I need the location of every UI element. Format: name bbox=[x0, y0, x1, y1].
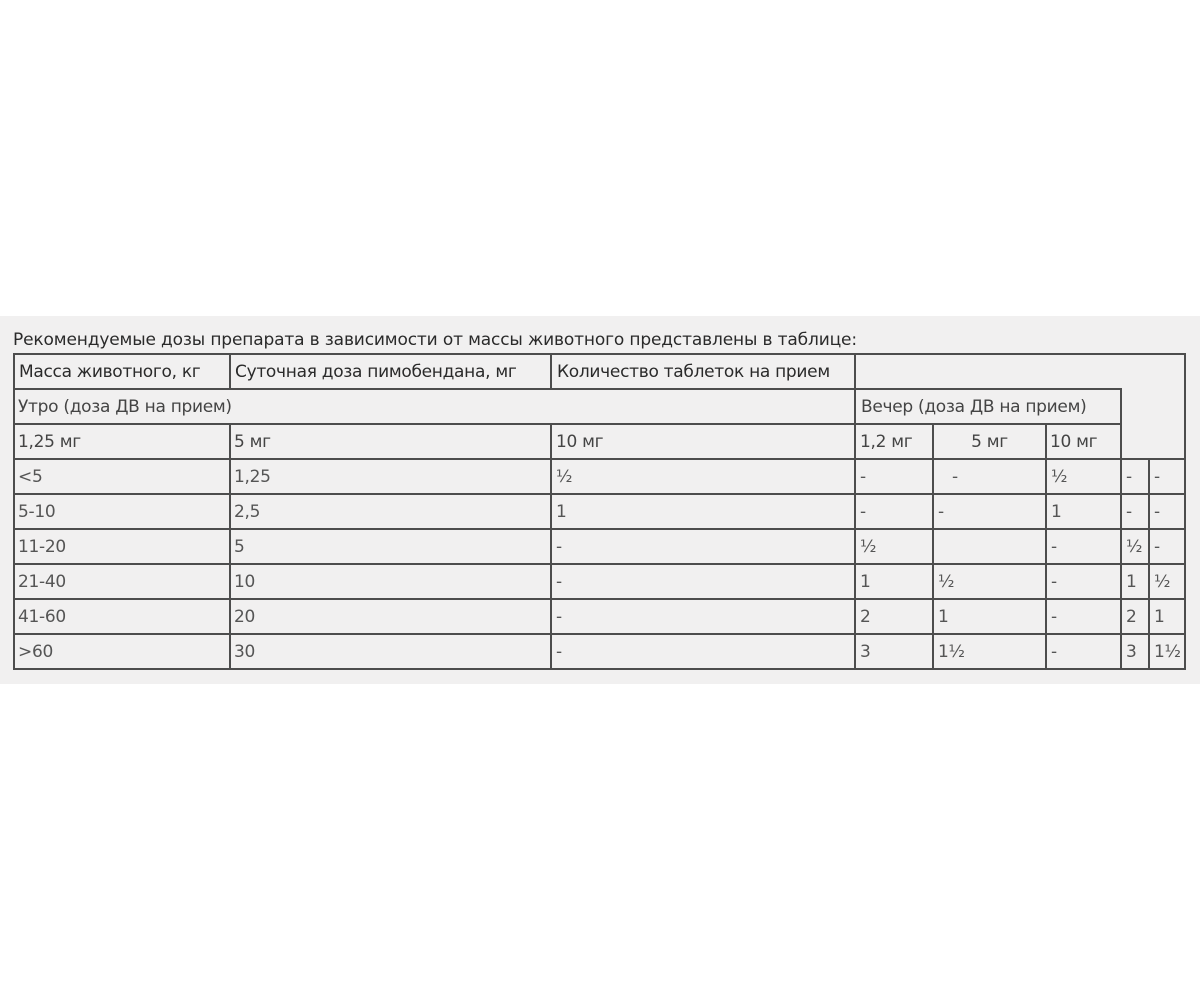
table-cell: ½ bbox=[1051, 466, 1068, 487]
table-border-left bbox=[13, 353, 15, 670]
header-mass: Масса животного, кг bbox=[19, 361, 201, 382]
table-divider bbox=[854, 388, 856, 670]
table-cell: ½ bbox=[860, 536, 877, 557]
table-cell: - bbox=[860, 466, 866, 487]
table-cell: 11-20 bbox=[18, 536, 66, 557]
table-divider bbox=[550, 353, 552, 390]
group-morning: Утро (доза ДВ на прием) bbox=[18, 396, 232, 417]
table-cell: 3 bbox=[860, 641, 871, 662]
table-cell: 1 bbox=[1126, 571, 1137, 592]
table-divider bbox=[1120, 423, 1122, 670]
table-cell: 1½ bbox=[938, 641, 965, 662]
table-cell: >60 bbox=[18, 641, 53, 662]
table-cell: 2 bbox=[1126, 606, 1137, 627]
header-tablets: Количество таблеток на прием bbox=[557, 361, 830, 382]
table-divider bbox=[1120, 388, 1122, 425]
table-rule bbox=[13, 458, 1186, 460]
table-cell: - bbox=[1051, 641, 1057, 662]
subheader-cell: 10 мг bbox=[1050, 431, 1098, 452]
table-cell: 2 bbox=[860, 606, 871, 627]
table-divider bbox=[229, 353, 231, 390]
table-divider bbox=[1148, 458, 1150, 670]
table-divider bbox=[550, 423, 552, 670]
table-border-bottom bbox=[13, 668, 1186, 670]
table-rule bbox=[13, 563, 1186, 565]
table-divider bbox=[932, 423, 934, 670]
table-rule bbox=[13, 528, 1186, 530]
table-cell: 41-60 bbox=[18, 606, 66, 627]
table-cell: 1,25 bbox=[234, 466, 271, 487]
table-cell: 21-40 bbox=[18, 571, 66, 592]
table-cell: - bbox=[1154, 501, 1160, 522]
table-border-right bbox=[1184, 353, 1186, 670]
table-rule bbox=[13, 598, 1186, 600]
table-cell: ½ bbox=[1126, 536, 1143, 557]
group-evening: Вечер (доза ДВ на прием) bbox=[861, 396, 1087, 417]
table-cell: - bbox=[1051, 606, 1057, 627]
table-cell: - bbox=[860, 501, 866, 522]
table-cell: - bbox=[1154, 466, 1160, 487]
table-caption: Рекомендуемые дозы препарата в зависимости от массы животного представлены в таблице: bbox=[13, 330, 857, 350]
table-divider bbox=[229, 423, 231, 670]
table-cell: ½ bbox=[556, 466, 573, 487]
table-cell: 1 bbox=[1154, 606, 1165, 627]
table-cell: - bbox=[556, 571, 562, 592]
table-cell: - bbox=[1126, 501, 1132, 522]
table-cell: 3 bbox=[1126, 641, 1137, 662]
table-cell: - bbox=[556, 606, 562, 627]
table-cell: - bbox=[556, 536, 562, 557]
table-cell: 1 bbox=[860, 571, 871, 592]
table-cell: 1 bbox=[938, 606, 949, 627]
table-cell: 1½ bbox=[1154, 641, 1181, 662]
subheader-cell: 5 мг bbox=[234, 431, 271, 452]
table-cell: 2,5 bbox=[234, 501, 261, 522]
table-cell: - bbox=[1051, 571, 1057, 592]
table-rule bbox=[13, 633, 1186, 635]
table-rule bbox=[13, 493, 1186, 495]
table-cell: - bbox=[938, 501, 944, 522]
subheader-cell: 1,25 мг bbox=[18, 431, 81, 452]
table-cell: - bbox=[1154, 536, 1160, 557]
table-cell: ½ bbox=[1154, 571, 1171, 592]
table-cell: 1 bbox=[1051, 501, 1062, 522]
table-cell: <5 bbox=[18, 466, 43, 487]
table-cell: - bbox=[1051, 536, 1057, 557]
subheader-cell: 10 мг bbox=[556, 431, 604, 452]
table-cell: - bbox=[556, 641, 562, 662]
table-cell: 1 bbox=[556, 501, 567, 522]
table-divider bbox=[1045, 423, 1047, 670]
table-cell: 20 bbox=[234, 606, 256, 627]
subheader-cell: 5 мг bbox=[971, 431, 1008, 452]
table-cell: 30 bbox=[234, 641, 256, 662]
table-cell: 5 bbox=[234, 536, 245, 557]
table-divider bbox=[854, 353, 856, 390]
header-daily-dose: Суточная доза пимобендана, мг bbox=[235, 361, 517, 382]
table-cell: 10 bbox=[234, 571, 256, 592]
table-cell: - bbox=[1126, 466, 1132, 487]
table-cell: ½ bbox=[938, 571, 955, 592]
table-cell: 5-10 bbox=[18, 501, 56, 522]
subheader-cell: 1,2 мг bbox=[860, 431, 913, 452]
table-cell: - bbox=[952, 466, 958, 487]
